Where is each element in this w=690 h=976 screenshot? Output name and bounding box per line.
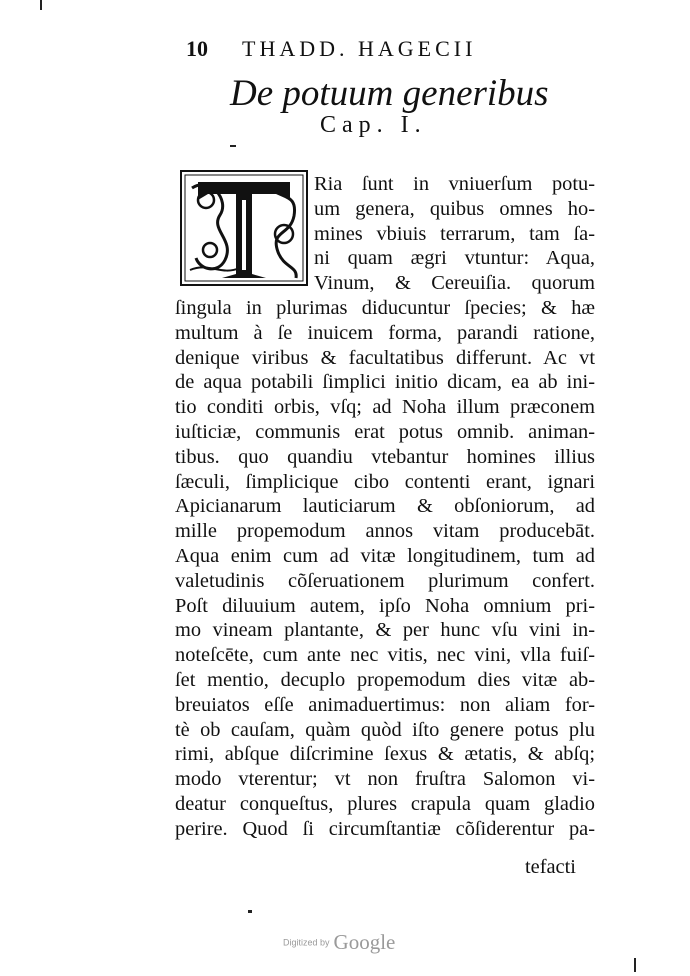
text-line: tè ob cauſam, quàm quòd iſto genere potus plu [175, 718, 595, 741]
text-line: Ria ſunt in vniuerſum potu- [314, 173, 595, 195]
text-line: mille propemodum annos vitam producebāt. [175, 520, 595, 543]
text-line: modo vterentur; vt non fruſtra Salomon vi- [175, 768, 595, 791]
text-line: tibus. quo quandiu vtebantur homines illius [175, 445, 595, 468]
digitization-credit [283, 930, 395, 954]
text-line: Vinum, & Cereuiſia. quorum [314, 272, 595, 295]
text-line: noteſcēte, cum ante nec vitis, nec vini, vlla fuiſ- [175, 644, 595, 667]
text-line: deatur conqueſtus, plures crapula quam gladio [175, 792, 595, 815]
text-line: denique viribus & facultatibus differunt. Ac vt [175, 346, 595, 369]
scan-mark [634, 958, 636, 972]
text-line: Apicianarum lauticiarum & obſoniorum, ad [175, 495, 595, 518]
scan-mark [248, 910, 252, 913]
scan-mark [230, 145, 236, 147]
page-title: De potuum generibus [230, 73, 549, 114]
running-head-author: THADD. HAGECII [242, 36, 477, 61]
text-line: rimi, abſque diſcrimine ſexus & ætatis, & abſq; [175, 743, 595, 766]
running-head [186, 36, 566, 66]
text-line: multum à ſe inuicem forma, parandi ratione, [175, 321, 595, 344]
text-line: tio conditi orbis, vſq; ad Noha illum præconem [175, 396, 595, 419]
text-line: um genera, quibus omnes ho- [314, 197, 595, 220]
text-line: breuiatos eſſe animaduertimus: non aliam for- [175, 693, 595, 716]
text-line: valetudinis cõſeruationem plurimum confert. [175, 569, 595, 592]
credit-prefix: Digitized by [283, 937, 330, 948]
text-line: ſæculi, ſimplicique cibo contenti erant, ignari [175, 470, 595, 493]
text-line: ſet mentio, decuplo propemodum dies vitæ ab- [175, 668, 595, 691]
text-line: perire. Quod ſi circumſtantiæ cõſiderentur pa- [175, 817, 595, 840]
page-number: 10 [186, 36, 208, 61]
text-line: ſingula in plurimas diducuntur ſpecies; & hæ [175, 296, 595, 319]
catchword: tefacti [525, 856, 576, 878]
text-line: iuſticiæ, communis erat potus omnib. animan- [175, 420, 595, 443]
credit-brand: Google [333, 930, 396, 954]
body-text [175, 172, 595, 842]
text-line: Aqua enim cum ad vitæ longitudinem, tum ad [175, 544, 595, 567]
text-line: Poſt diluuium autem, ipſo Noha omnium pri- [175, 594, 595, 617]
scan-mark [40, 0, 42, 10]
text-line: ni quam ægri vtuntur: Aqua, [314, 247, 595, 270]
text-line: mines vbiuis terrarum, tam ſa- [314, 222, 595, 245]
text-line: de aqua potabili ſimplici initio dicam, ea ab ini- [175, 371, 595, 394]
text-line: mo vineam plantante, & per hunc vſu vini in- [175, 619, 595, 642]
chapter-heading: Cap. I. [320, 112, 427, 138]
